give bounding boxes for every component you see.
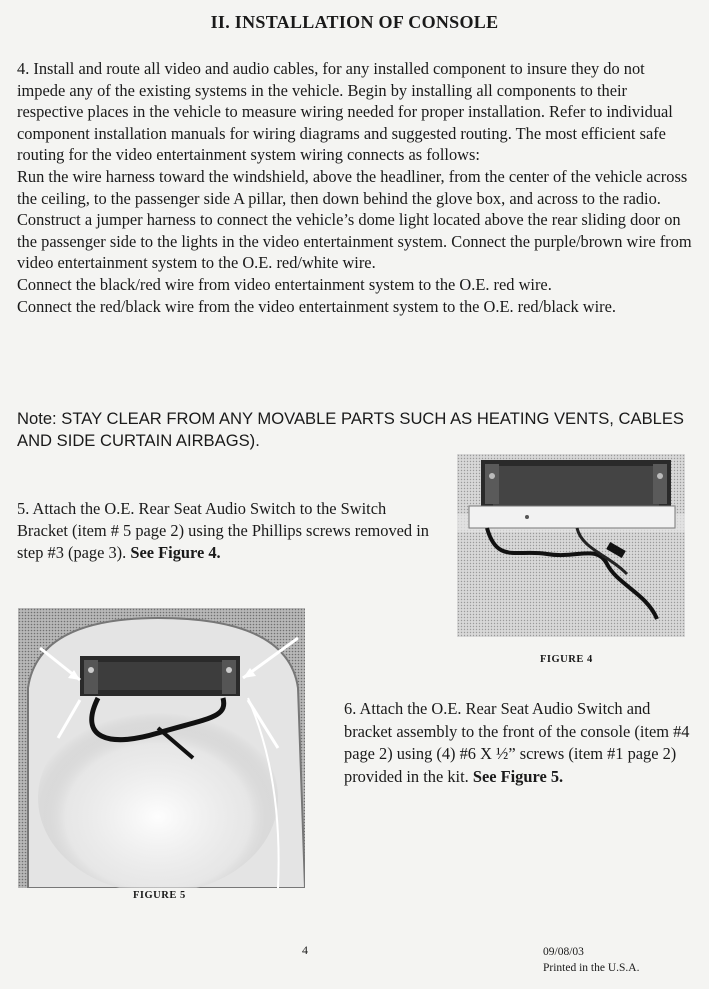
- safety-note: Note: STAY CLEAR FROM ANY MOVABLE PARTS SUCH AS HEATING VENTS, CABLES AND SIDE CURTAIN AIRBAGS).: [17, 409, 685, 450]
- page-number: 4: [302, 943, 308, 957]
- figure-4-caption: FIGURE 4: [540, 654, 593, 665]
- step-6-text: 6. Attach the O.E. Rear Seat Audio Switch and bracket assembly to the front of the console (item #4 page 2) using (4) #6 X ½” screws (item #1 page 2) provided in the kit.: [344, 699, 690, 786]
- step-4-jumper: Construct a jumper harness to connect the vehicle’s dome light located above the rear sliding door on the passenger side to the lights in the video entertainment system. Connect the purple/brown wire from video entertainment system to the O.E. red/white wire.: [17, 210, 692, 273]
- print-date: 09/08/03: [543, 946, 584, 958]
- step-6-section: [344, 698, 694, 788]
- figure-4-photo: [457, 454, 685, 637]
- step-4-black-red: Connect the black/red wire from video entertainment system to the O.E. red wire.: [17, 274, 552, 294]
- step-4-routing: Run the wire harness toward the windshield, above the headliner, from the center of the vehicle across the ceiling, to the passenger side A pillar, then down behind the glove box, and across to the radio.: [17, 166, 688, 208]
- section-title: II. INSTALLATION OF CONSOLE: [210, 12, 499, 32]
- step-4-red-black: Connect the red/black wire from the video entertainment system to the O.E. red/black wire.: [17, 296, 616, 316]
- figure-5-caption: FIGURE 5: [133, 890, 186, 901]
- step-6-figure-ref: See Figure 5.: [472, 766, 564, 786]
- step-5-figure-ref: See Figure 4.: [130, 543, 221, 562]
- figure-5-photo: [18, 608, 305, 888]
- step-4-section: [17, 58, 693, 317]
- step-5-section: [17, 498, 437, 564]
- step-5-text: 5. Attach the O.E. Rear Seat Audio Switch to the Switch Bracket (item # 5 page 2) using the Phillips screws removed in step #3 (page 3).: [17, 499, 429, 562]
- step-4-intro: 4. Install and route all video and audio cables, for any installed component to insure they do not impede any of the existing systems in the vehicle. Begin by installing all components to their respective places in the vehicle to measure wiring needed for proper installation. Refer to individual component installation manuals for wiring diagrams and suggested routing. The most efficient safe routing for the video entertainment system wiring connects as follows:: [17, 59, 673, 165]
- printed-in-label: Printed in the U.S.A.: [543, 962, 640, 974]
